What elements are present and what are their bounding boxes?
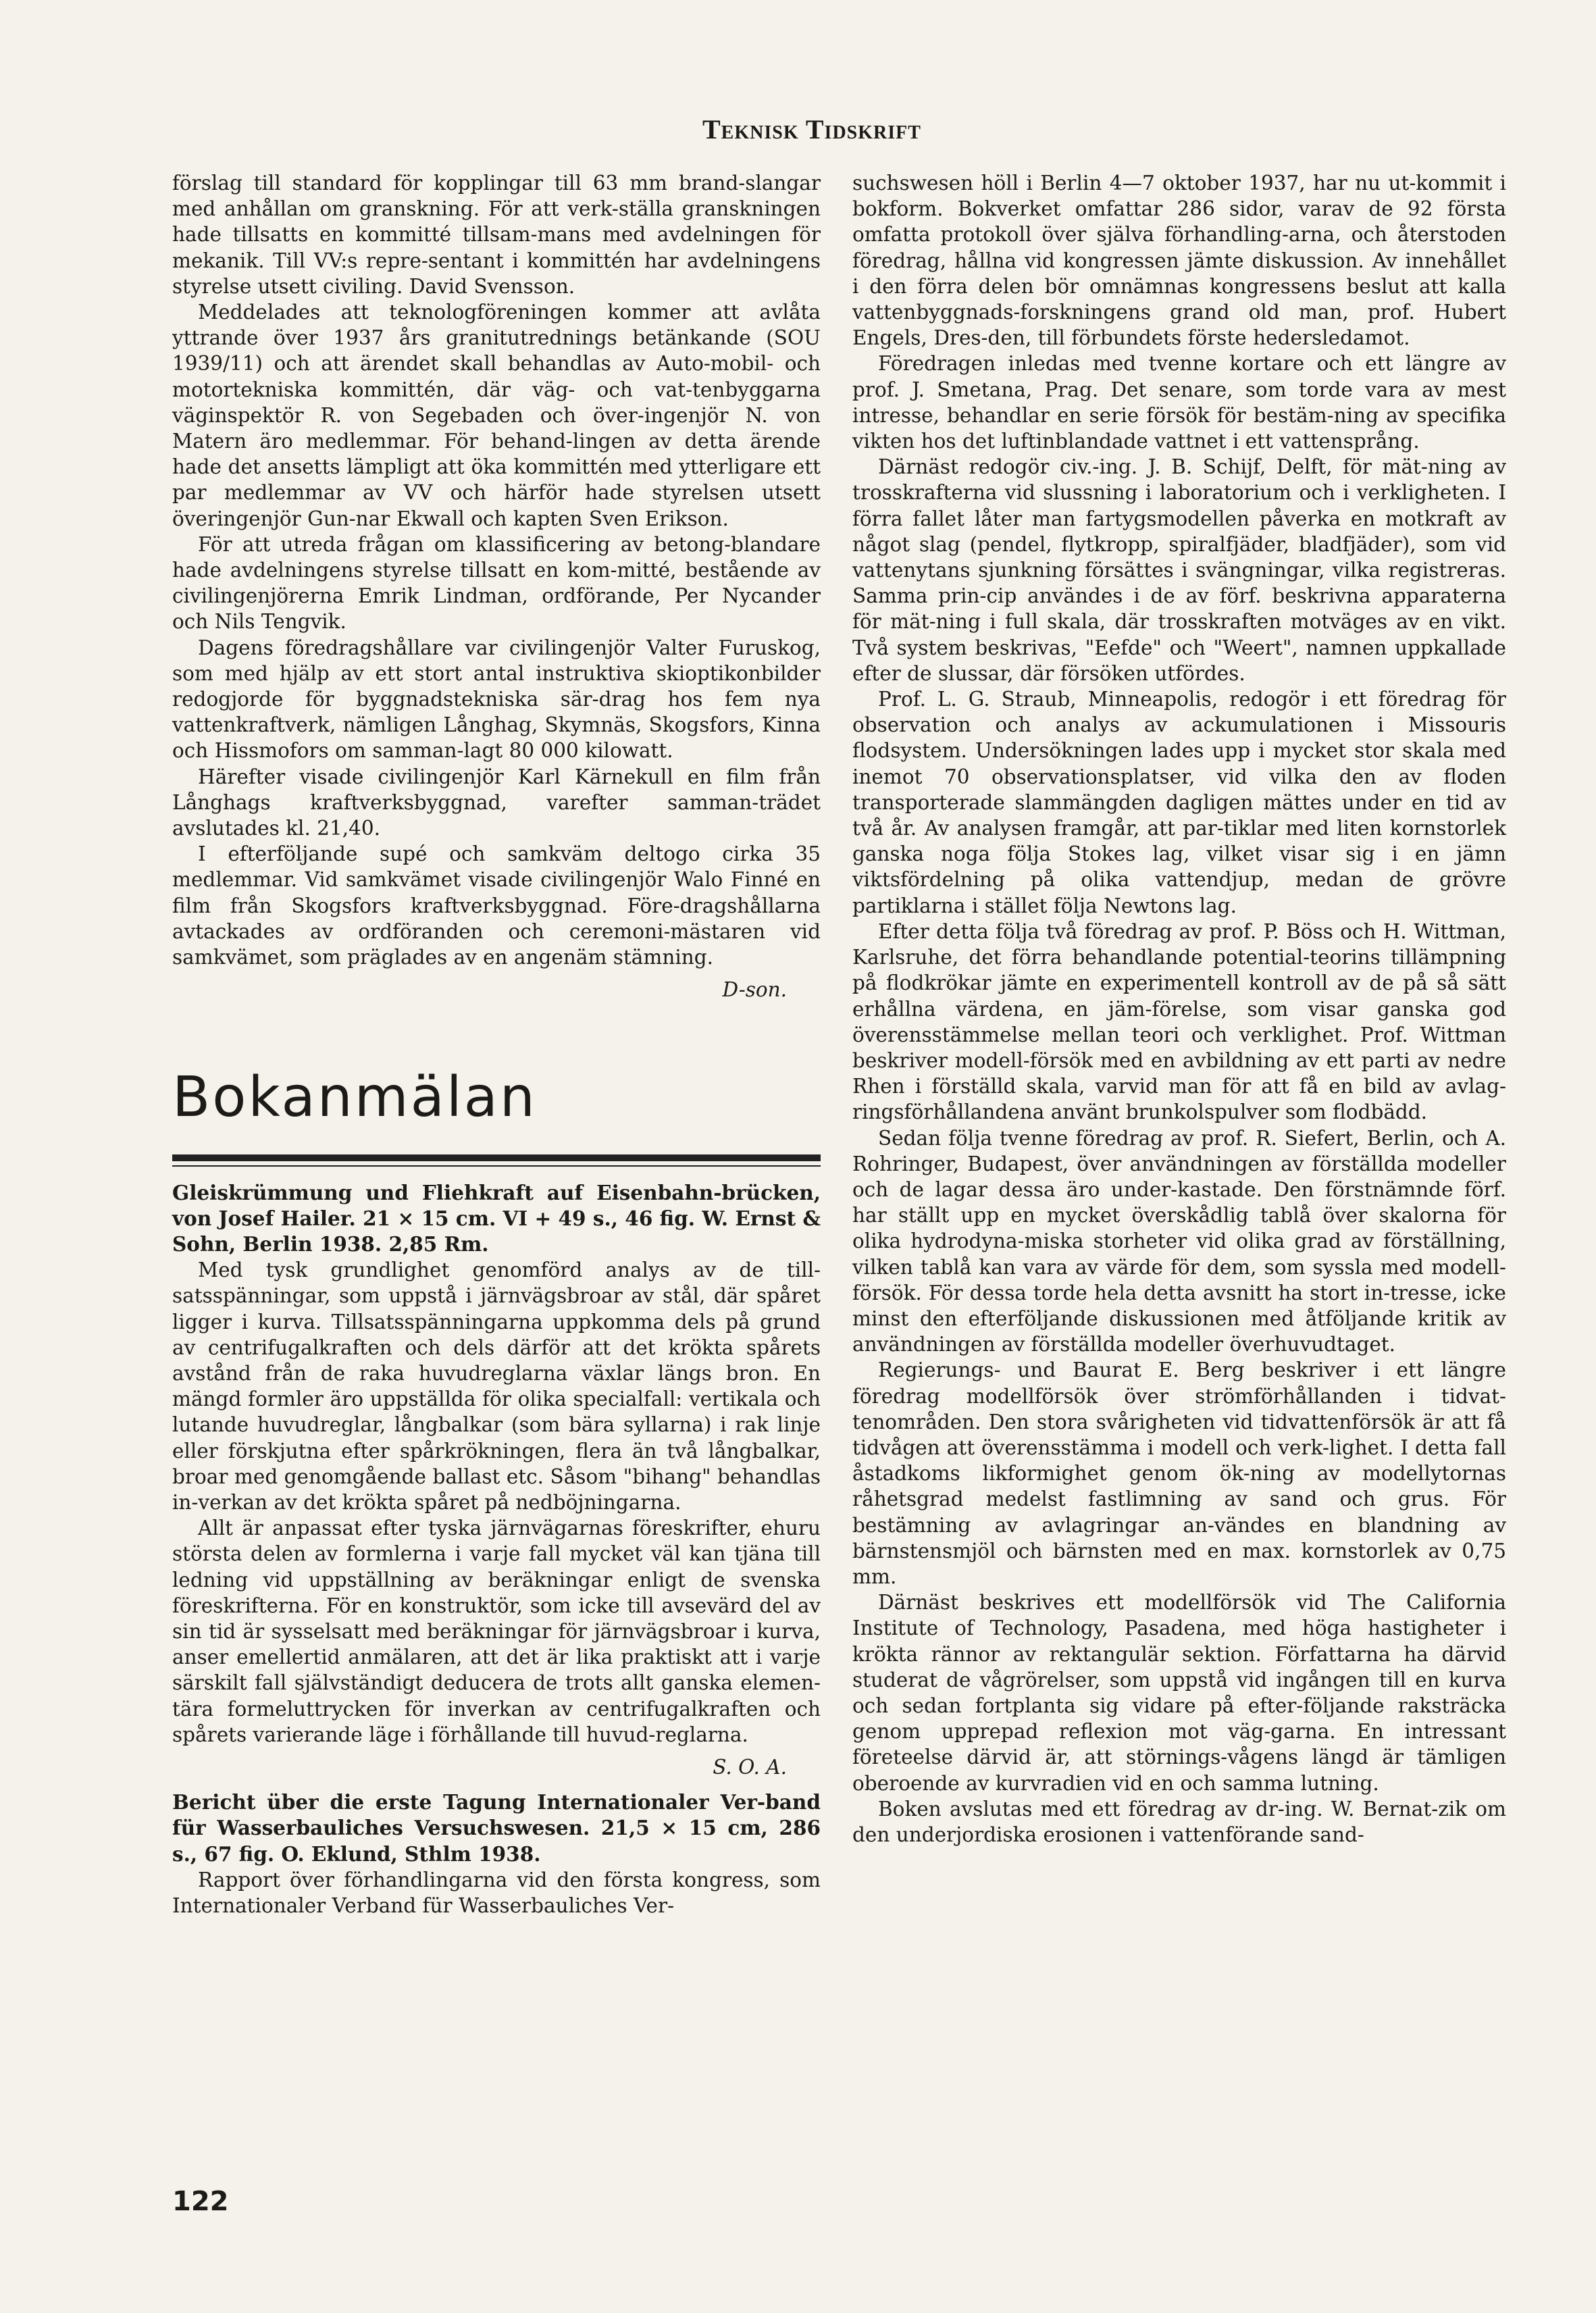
page-number: 122 xyxy=(172,2186,229,2217)
section-rule-thin xyxy=(172,1165,821,1167)
journal-title: Teknisk Tidskrift xyxy=(702,114,921,145)
paragraph: För att utreda frågan om klassificering av betong-blandare hade avdelningens styrelse tillsatt en kom-mitté, bestående av civilingenjörerna Emrik Lindman, ordförande, Per Nycander och Nils Tengvik. xyxy=(172,532,821,634)
paragraph: Dagens föredragshållare var civilingenjör Valter Furuskog, som med hjälp av ett stort antal instruktiva skioptikonbilder redogjorde för byggnadstekniska sär-drag hos fem nya vattenkraftverk, nämligen Långhag, Skymnäs, Skogsfors, Kinna och Hissmofors om samman-lagt 80 000 kilowatt. xyxy=(172,636,821,763)
paragraph: Med tysk grundlighet genomförd analys av de till-satsspänningar, som uppstå i järnvägsbroar av stål, där spåret ligger i kurva. Tillsatsspänningarna uppkomma dels på grund av centrifugalkraften och dels därför att det krökta spårets avstånd från de raka huvudreglarna växlar längs bron. En mängd formler äro uppställda för olika specialfall: vertikala och lutande huvudreglar, långbalkar (som bära syllarna) i rak linje eller förskjutna efter spårkrökningen, flera än två långbalkar, broar med genomgående ballast etc. Såsom "bihang" behandlas in-verkan av det krökta spåret på nedböjningarna. xyxy=(172,1259,821,1514)
paragraph: Sedan följa tvenne föredrag av prof. R. Siefert, Berlin, och A. Rohringer, Budapest, över användningen av förställda modeller och de lagar dessa äro under-kastade. Den förstnämnde förf. har ställt upp en mycket överskådlig tablå över skalorna för olika hydrodyna-miska storheter vid olika grad av förställning, vilken tablå kan vara av värde för dem, som syssla med modell-försök. För dessa torde hela detta avsnitt ha stort in-tresse, icke minst den efterföljande diskussionen med åtföljande kritik av användningen av förställda modeller överhuvudtaget. xyxy=(852,1126,1506,1356)
right-column xyxy=(852,170,1506,1848)
paragraph: Därnäst beskrives ett modellförsök vid The California Institute of Technology, Pasadena, med höga hastigheter i krökta rännor av rektangulär sektion. Författarna ha därvid studerat de vågrörelser, som uppstå vid ingången till en kurva och sedan fortplanta sig vidare på efter-följande raksträcka genom upprepad reflexion mot väg-garna. En intressant företeelse därvid är, att störnings-vågens längd är tämligen oberoende av kurvradien vid en och samma lutning. xyxy=(852,1591,1506,1795)
paragraph: suchswesen höll i Berlin 4—7 oktober 1937, har nu ut-kommit i bokform. Bokverket omfattar 286 sidor, varav de 92 första omfatta protokoll över själva förhandling-arna, och återstoden föredrag, hållna vid kongressen jämte diskussion. Av innehållet i den förra delen bör omnämnas kongressens beslut att kalla vattenbyggnads-forskningens grand old man, prof. Hubert Engels, Dres-den, till förbundets förste hedersledamot. xyxy=(852,172,1506,350)
left-column xyxy=(172,170,821,1918)
paragraph: Rapport över förhandlingarna vid den första kongress, som Internationaler Verband für Wasserbauliches Ver- xyxy=(172,1868,821,1917)
paragraph: I efterföljande supé och samkväm deltogo cirka 35 medlemmar. Vid samkvämet visade civilingenjör Walo Finné en film från Skogsfors kraftverksbyggnad. Före-dragshållarna avtackades av ordföranden och ceremoni-mästaren vid samkvämet, som präglades av en angenäm stämning. xyxy=(172,842,821,969)
paragraph: förslag till standard för kopplingar till 63 mm brand-slangar med anhållan om granskning. För att verk-ställa granskningen hade tillsatts en kommitté tillsam-mans med avdelningen för mekanik. Till VV:s repre-sentant i kommittén har avdelningens styrelse utsett civiling. David Svensson. xyxy=(172,172,821,298)
spacer xyxy=(172,1780,821,1789)
paragraph: Regierungs- und Baurat E. Berg beskriver i ett längre föredrag modellförsök över strömförhållanden i tidvat-tenområden. Den stora svårigheten vid tidvattenförsök är att få tidvågen att överensstämma i modell och verk-lighet. I detta fall åstadkoms likformighet genom ök-ning av modellytornas råhetsgrad medelst fastlimning av sand och grus. För bestämning av avlagringar an-vändes en blandning av bärnstensmjöl och bärnsten med en max. kornstorlek av 0,75 mm. xyxy=(852,1358,1506,1588)
paragraph: Härefter visade civilingenjör Karl Kärnekull en film från Långhags kraftverksbyggnad, varefter samman-trädet avslutades kl. 21,40. xyxy=(172,765,821,840)
paragraph: Därnäst redogör civ.-ing. J. B. Schijf, Delft, för mät-ning av trosskrafterna vid slussning i laboratorium och i verkligheten. I förra fallet låter man fartygsmodellen påverka en motkraft av något slag (pendel, flytkropp, spiralfjäder, bladfjäder), som vid vattenytans sjunkning försättes i svängningar, vilka registreras. Samma prin-cip användes i de av förf. beskrivna apparaterna för mät-ning i full skala, där trosskraften motväges av en vikt. Två system beskrivas, "Eefde" och "Weert", namnen uppkallade efter de slussar, där försöken utfördes. xyxy=(852,455,1506,685)
paragraph: Efter detta följa två föredrag av prof. P. Böss och H. Wittman, Karlsruhe, det förra behandlande potential-teorins tillämpning på flodkrökar jämte en experimentell kontroll av de på så sätt erhållna värdena, en jäm-förelse, som visar ganska god överensstämmelse mellan teori och verklighet. Prof. Wittman beskriver modell-försök med en avbildning av ett parti av nedre Rhen i förställd skala, varvid man för att få en bild av avlag-ringsförhållandena använt brunkolspulver som flodbädd. xyxy=(852,919,1506,1124)
paragraph: Föredragen inledas med tvenne kortare och ett längre av prof. J. Smetana, Prag. Det senare, som torde vara av mest intresse, behandlar en serie försök för bestäm-ning av specifika vikten hos det luftinblandade vattnet i ett vattensprång. xyxy=(852,352,1506,453)
section-rule xyxy=(172,1154,821,1161)
book-heading: Gleiskrümmung und Fliehkraft auf Eisenbahn-brücken, von Josef Hailer. 21 × 15 cm. VI + 49 s., 46 fig. W. Ernst & Sohn, Berlin 1938. 2,85 Rm. xyxy=(172,1180,821,1256)
signature: D-son. xyxy=(722,978,787,1002)
section-title: Bokanmälan xyxy=(172,1065,537,1129)
paragraph: Boken avslutas med ett föredrag av dr-ing. W. Bernat-zik om den underjordiska erosionen i vattenförande sand- xyxy=(852,1797,1506,1846)
paragraph: Allt är anpassat efter tyska järnvägarnas föreskrifter, ehuru största delen av formlerna i varje fall mycket väl kan tjäna till ledning vid uppställning av beräkningar enligt de svenska föreskrifterna. För en konstruktör, som icke till avsevärd del av sin tid är sysselsatt med beräkningar för järnvägsbroar i kurva, anser emellertid anmälaren, att det är lika praktiskt att i varje särskilt fall självständigt deducera de trots allt ganska elemen-tära formeluttrycken för inverkan av centrifugalkraften och spårets varierande läge i förhållande till huvud-reglarna. xyxy=(172,1517,821,1746)
signature: S. O. A. xyxy=(713,1755,787,1779)
paragraph: Prof. L. G. Straub, Minneapolis, redogör i ett föredrag för observation och analys av ackumulationen i Missouris flodsystem. Undersökningen lades upp i mycket stor skala med inemot 70 observationsplatser, vid vilka den av floden transporterade slammängden dagligen mättes under en tid av två år. Av analysen framgår, att par-tiklar med liten kornstorlek ganska noga följa Stokes lag, vilket visar sig i en jämn viktsfördelning på olika vattendjup, medan de grövre partiklarna i stället följa Newtons lag. xyxy=(852,688,1506,917)
paragraph: Meddelades att teknologföreningen kommer att avlåta yttrande över 1937 års granitutrednings betänkande (SOU 1939/11) och att ärendet skall behandlas av Auto-mobil- och motortekniska kommittén, där väg- och vat-tenbyggarna väginspektör R. von Segebaden och över-ingenjör N. von Matern äro medlemmar. För behand-lingen av detta ärende hade det ansetts lämpligt att öka kommittén med ytterligare ett par medlemmar av VV och härför hade styrelsen utsett överingenjör Gun-nar Ekwall och kapten Sven Erikson. xyxy=(172,301,821,530)
book-heading: Bericht über die erste Tagung Internationaler Ver-band für Wasserbauliches Versuchswesen. 21,5 × 15 cm, 286 s., 67 fig. O. Eklund, Sthlm 1938. xyxy=(172,1790,821,1866)
